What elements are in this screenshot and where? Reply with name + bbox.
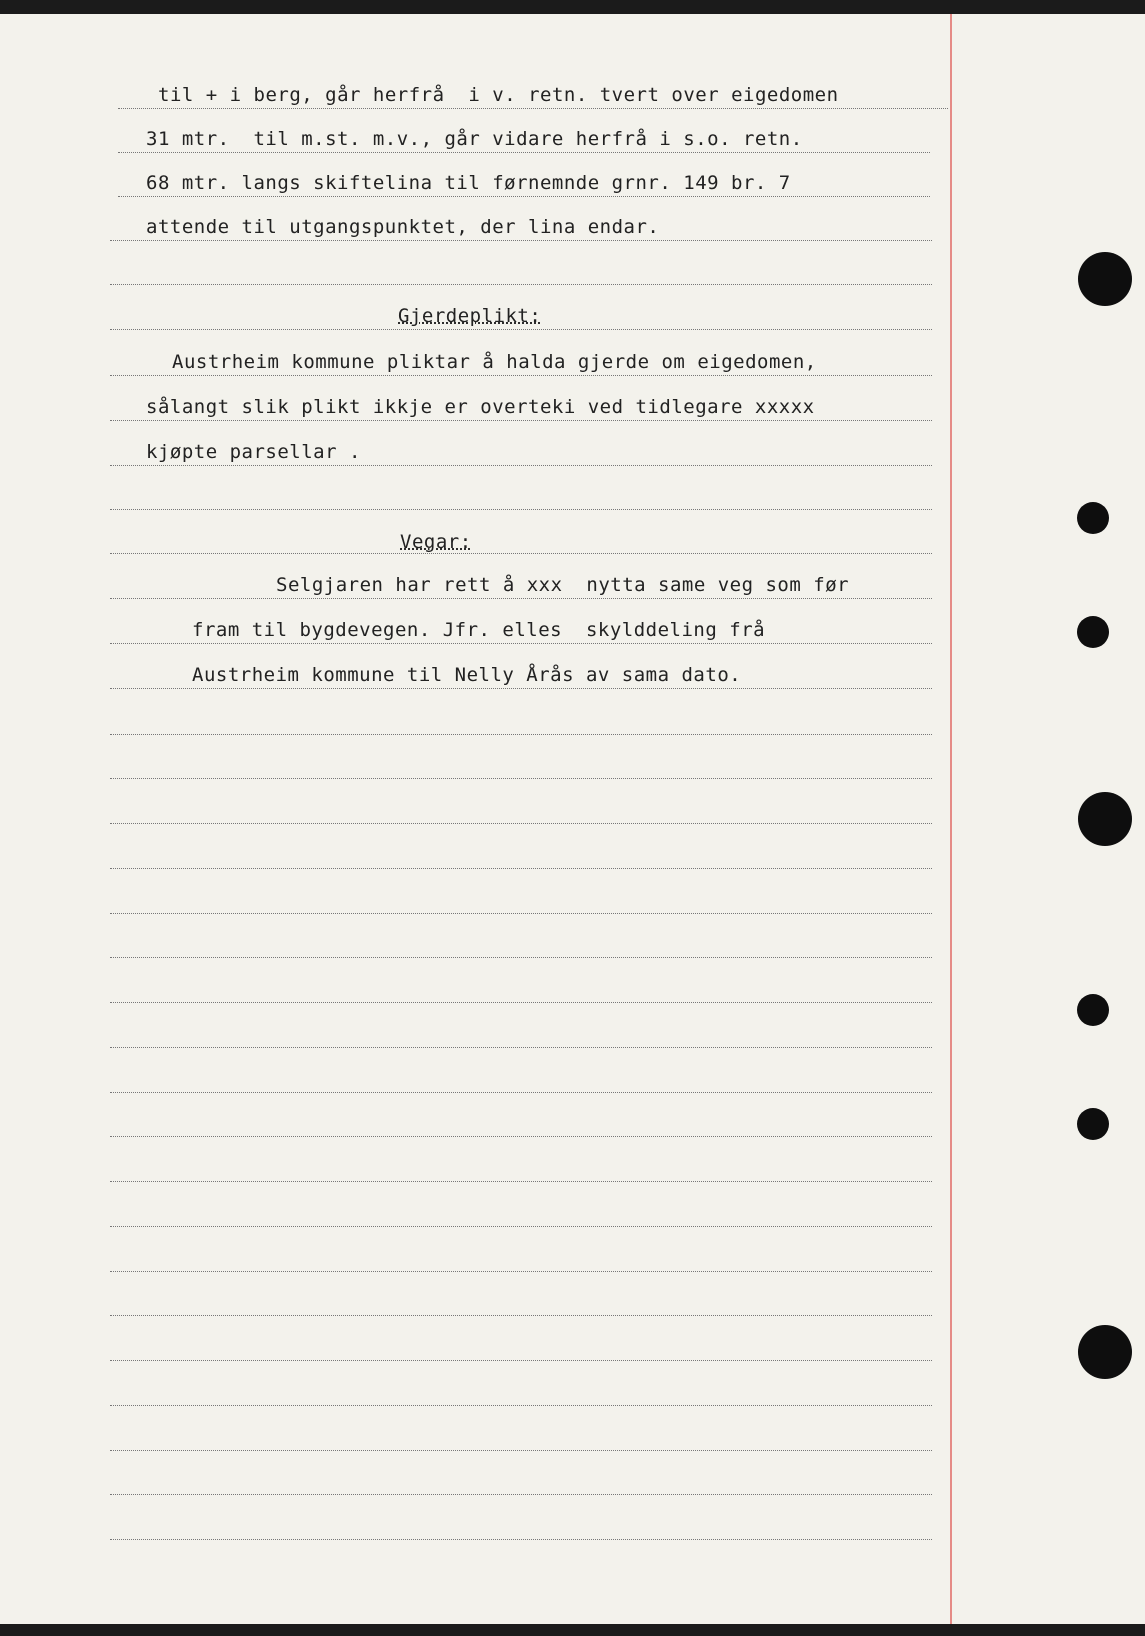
ruled-line	[110, 553, 932, 554]
punch-hole	[1077, 502, 1109, 534]
ruled-line	[110, 823, 932, 824]
scan-bottom-edge	[0, 1624, 1145, 1636]
ruled-line	[110, 957, 932, 958]
ruled-line	[110, 509, 932, 510]
ruled-line	[110, 1092, 932, 1093]
ruled-line	[110, 1002, 932, 1003]
text-line-2: 31 mtr. til m.st. m.v., går vidare herfrå i s.o. retn.	[146, 128, 803, 150]
ruled-line	[110, 1315, 932, 1316]
punch-hole	[1077, 1108, 1109, 1140]
ruled-line	[110, 1360, 932, 1361]
ruled-line	[110, 778, 932, 779]
ruled-line	[110, 734, 932, 735]
text-line-7: kjøpte parsellar .	[146, 441, 361, 463]
ruled-line	[110, 375, 932, 376]
ruled-line	[110, 284, 932, 285]
punch-hole	[1078, 792, 1132, 846]
text-line-3: 68 mtr. langs skiftelina til førnemnde grnr. 149 br. 7	[146, 172, 791, 194]
ruled-line	[110, 643, 932, 644]
punch-hole	[1077, 994, 1109, 1026]
text-line-10: Austrheim kommune til Nelly Årås av sama dato.	[192, 664, 742, 686]
ruled-line	[110, 598, 932, 599]
punch-hole	[1078, 252, 1132, 306]
punch-hole	[1078, 1325, 1132, 1379]
ruled-line	[110, 1047, 932, 1048]
punch-hole	[1077, 616, 1109, 648]
ruled-line	[110, 688, 932, 689]
ruled-line	[110, 1494, 932, 1495]
heading-vegar: Vegar:	[400, 531, 472, 553]
ruled-line	[110, 1136, 932, 1137]
text-line-8: Selgjaren har rett å xxx nytta same veg som før	[276, 574, 850, 596]
ruled-line	[110, 1226, 932, 1227]
red-margin-line	[950, 14, 952, 1624]
ruled-line	[110, 1405, 932, 1406]
ruled-line	[118, 152, 930, 153]
ruled-line	[110, 1181, 932, 1182]
text-line-1: til + i berg, går herfrå i v. retn. tvert over eigedomen	[158, 84, 839, 106]
ruled-line	[110, 913, 932, 914]
text-line-5: Austrheim kommune pliktar å halda gjerde om eigedomen,	[172, 351, 817, 373]
ruled-line	[110, 1271, 932, 1272]
heading-gjerdeplikt: Gjerdeplikt:	[398, 305, 542, 327]
ruled-line	[110, 465, 932, 466]
ruled-line	[118, 196, 930, 197]
ruled-line	[118, 108, 948, 109]
ruled-line	[110, 329, 932, 330]
ruled-line	[110, 868, 932, 869]
ruled-line	[110, 420, 932, 421]
text-line-9: fram til bygdevegen. Jfr. elles skylddeling frå	[192, 619, 766, 641]
scan-top-edge	[0, 0, 1145, 14]
text-line-4: attende til utgangspunktet, der lina endar.	[146, 216, 660, 238]
text-line-6: sålangt slik plikt ikkje er overteki ved tidlegare xxxxx	[146, 396, 815, 418]
ruled-line	[110, 1539, 932, 1540]
ruled-line	[110, 240, 932, 241]
ruled-line	[110, 1450, 932, 1451]
